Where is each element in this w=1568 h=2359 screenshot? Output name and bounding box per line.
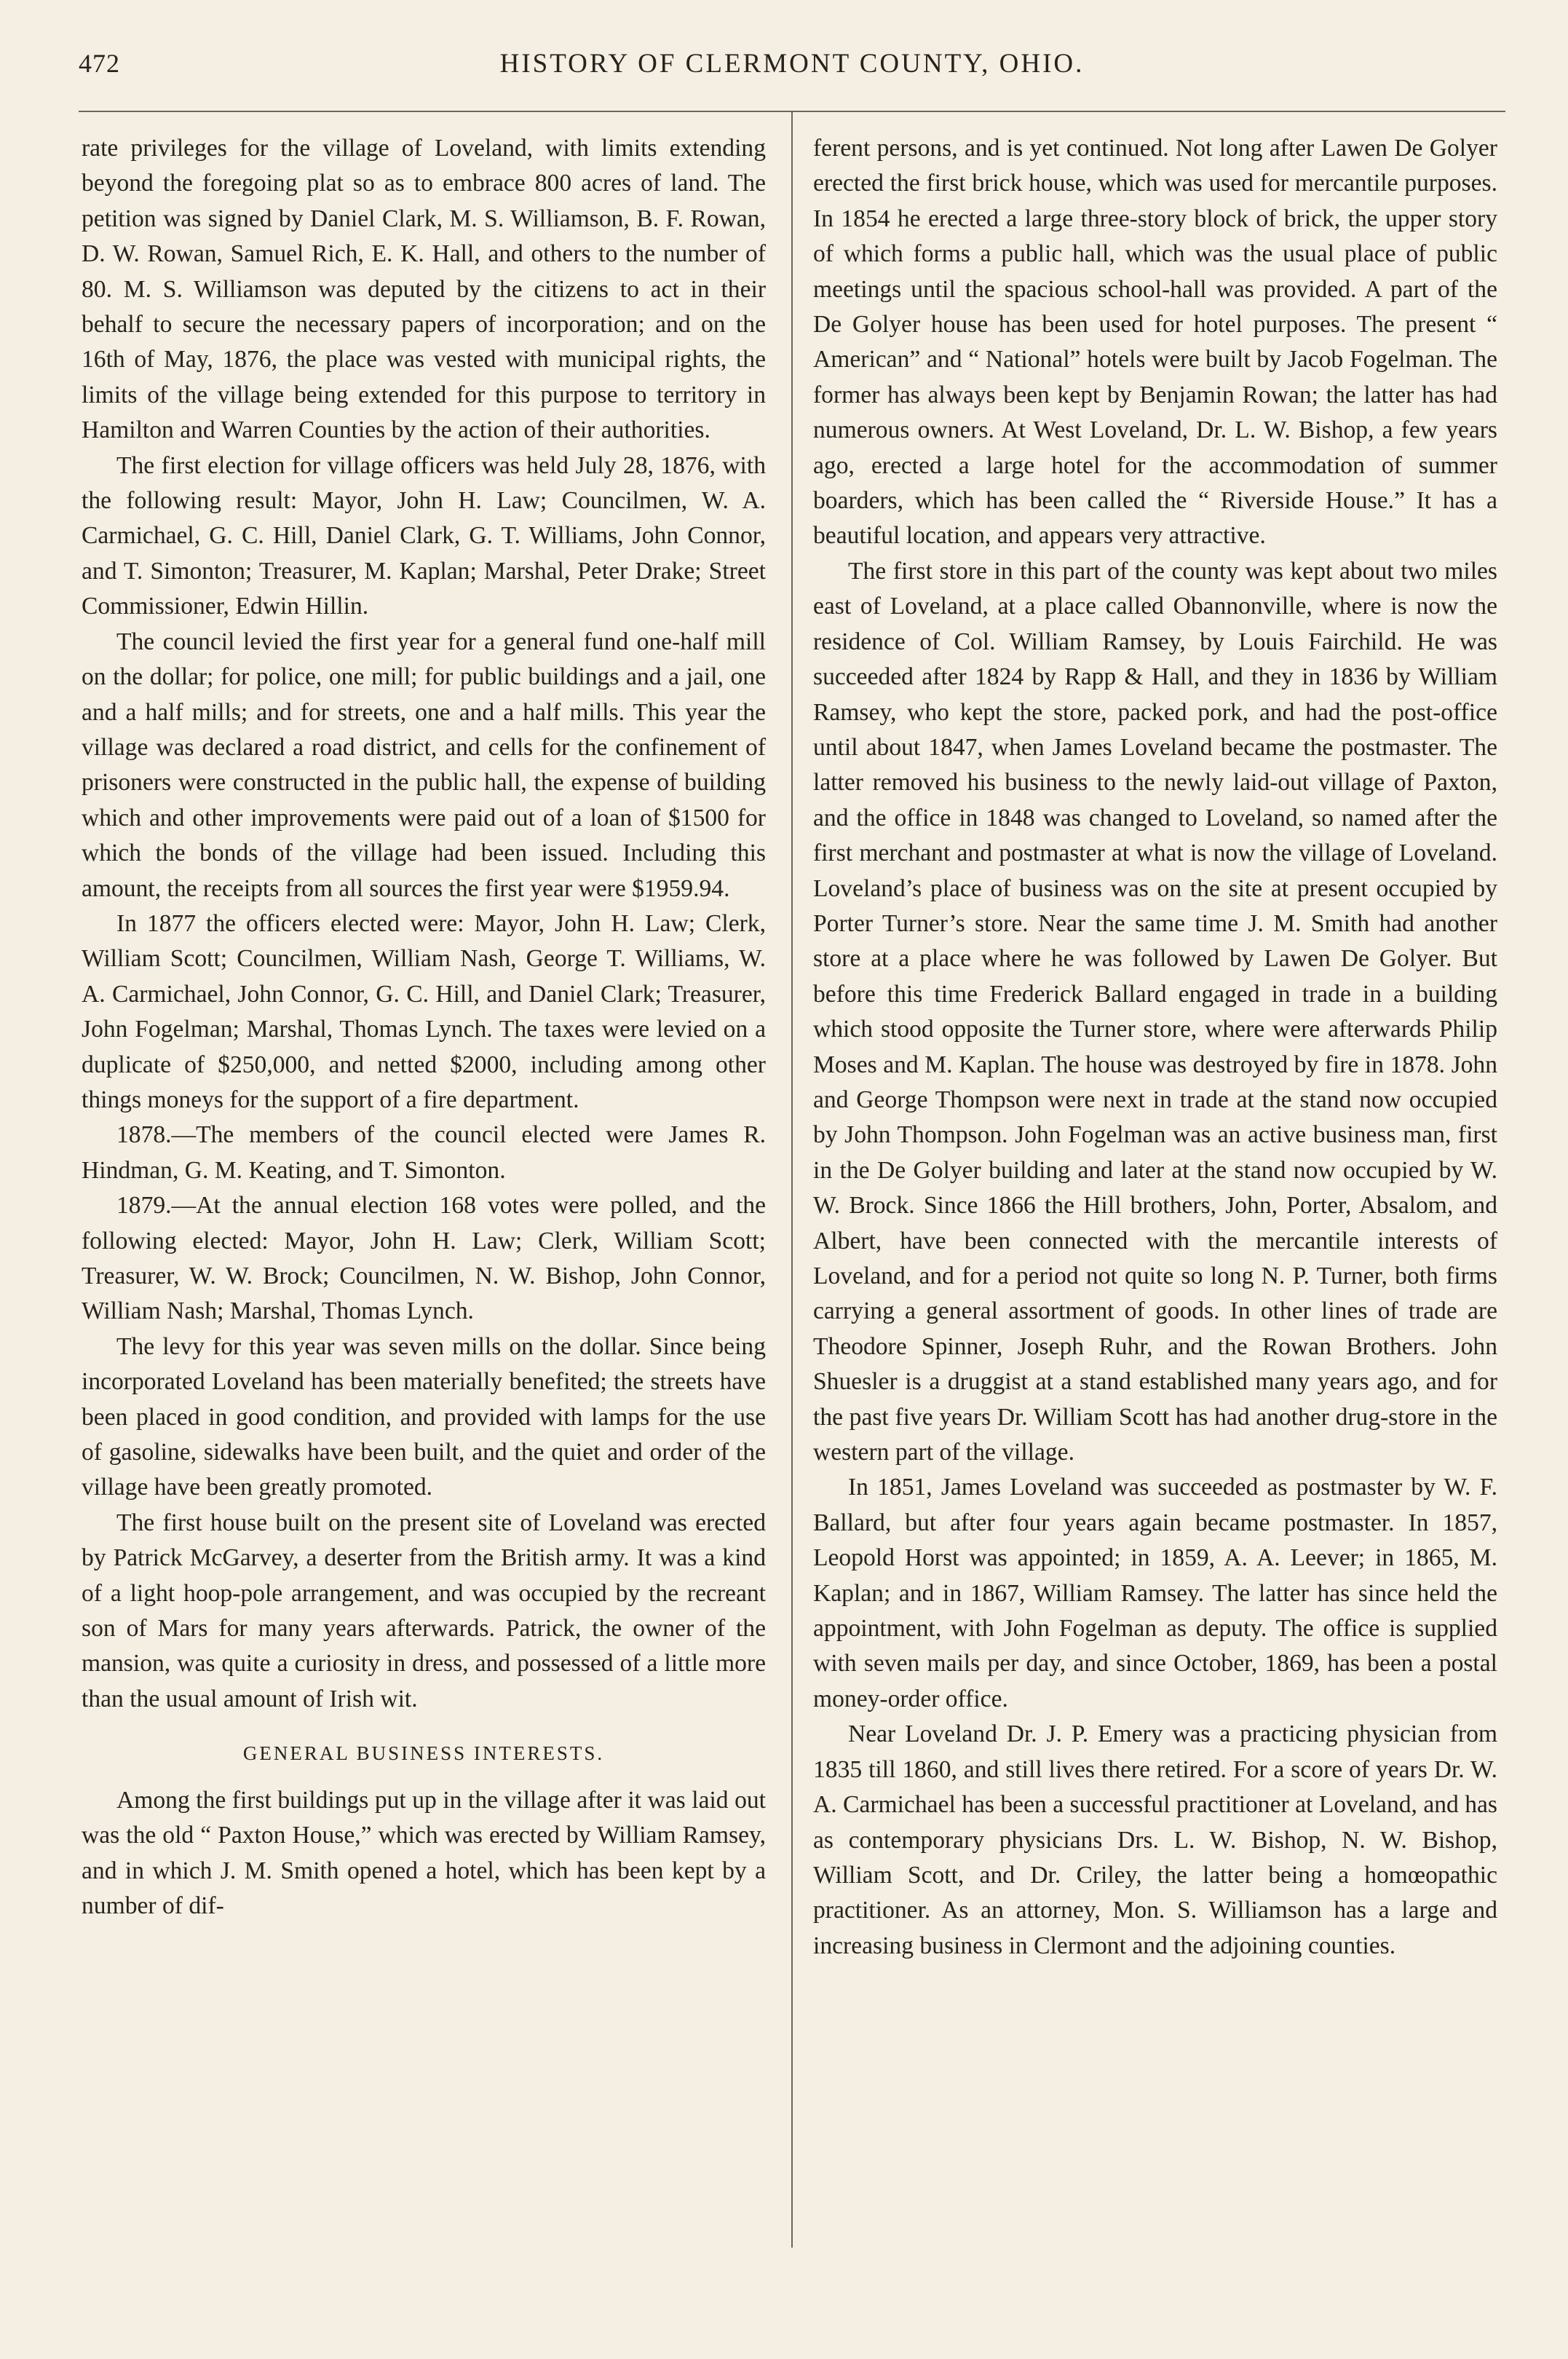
paragraph: 1878.—The members of the council elected were James R. Hindman, G. M. Keating, and T. Simonton. [82,1121,766,1184]
paragraph: The first house built on the present site of Loveland was erected by Patrick McGarvey, a deserter from the British army. It was a kind of a light hoop-pole arrangement, and was occupied by the recreant son of Mars for many years afterwards. Patrick, the owner of the mansion, was quite a curiosity in dress, and possessed of a little more than the usual amount of Irish wit. [82,1509,766,1712]
paragraph: Near Loveland Dr. J. P. Emery was a practicing physician from 1835 till 1860, and still lives there retired. For a score of years Dr. W. A. Carmichael has been a successful practitioner at Loveland, and has as contemporary physicians Drs. L. W. Bishop, N. W. Bishop, William Scott, and Dr. Criley, the latter being a homœopathic practitioner. As an attorney, Mon. S. Williamson has a large and increasing business in Clermont and the adjoining counties. [813,1720,1497,1959]
running-head: HISTORY OF CLERMONT COUNTY, OHIO. [499,49,1085,79]
page-number: 472 [79,49,120,78]
section-heading: GENERAL BUSINESS INTERESTS. [242,1742,605,1765]
paragraph: The first election for village officers was held July 28, 1876, with the following result: Mayor, John H. Law; Councilmen, W. A. Carmichael, G. C. Hill, Daniel Clark, G. T. Williams, John Connor, and T. Simonton; Treasurer, M. Kaplan; Marshal, Peter Drake; Street Commissioner, Edwin Hillin. [82,451,766,620]
paragraph: ferent persons, and is yet continued. Not long after Lawen De Golyer erected the first brick house, which was used for mercantile purposes. In 1854 he erected a large three-story block of brick, the upper story of which forms a public hall, which was the usual place of public meetings until the spacious school-hall was provided. A part of the De Golyer house has been used for hotel purposes. The present “ American” and “ National” hotels were built by Jacob Fogelman. The former has always been kept by Benjamin Rowan; the latter has had numerous owners. At West Loveland, Dr. L. W. Bishop, a few years ago, erected a large hotel for the accommodation of summer boarders, which has been called the “ Riverside House.” It has a beautiful location, and appears very attractive. [813,135,1497,550]
left-column [82,131,766,1924]
paragraph: In 1851, James Loveland was succeeded as postmaster by W. F. Ballard, but after four years again became postmaster. In 1857, Leopold Horst was appointed; in 1859, A. A. Leever; in 1865, M. Kaplan; and in 1867, William Ramsey. The latter has since held the appointment, with John Fogelman as deputy. The office is supplied with seven mails per day, and since October, 1869, has been a postal money-order office. [813,1474,1497,1712]
paragraph: 1879.—At the annual election 168 votes were polled, and the following elected: Mayor, John H. Law; Clerk, William Scott; Treasurer, W. W. Brock; Councilmen, N. W. Bishop, John Connor, William Nash; Marshal, Thomas Lynch. [82,1192,766,1325]
paragraph: rate privileges for the village of Loveland, with limits extending beyond the foregoing plat so as to embrace 800 acres of land. The petition was signed by Daniel Clark, M. S. Williamson, B. F. Rowan, D. W. Rowan, Samuel Rich, E. K. Hall, and others to the number of 80. M. S. Williamson was deputed by the citizens to act in their behalf to secure the necessary papers of incorporation; and on the 16th of May, 1876, the place was vested with municipal rights, the limits of the village being extended for this purpose to territory in Hamilton and Warren Counties by the action of their authorities. [82,135,766,444]
paragraph: Among the first buildings put up in the village after it was laid out was the old “ Paxton House,” which was erected by William Ramsey, and in which J. M. Smith opened a hotel, which has been kept by a number of dif- [82,1786,766,1919]
column-divider [791,111,793,2248]
paragraph: The levy for this year was seven mills on the dollar. Since being incorporated Loveland has been materially benefited; the streets have been placed in good condition, and provided with lamps for the use of gasoline, sidewalks have been built, and the quiet and order of the village have been greatly promoted. [82,1332,766,1501]
page-header [79,48,1505,92]
right-column [813,131,1497,1964]
paragraph: In 1877 the officers elected were: Mayor, John H. Law; Clerk, William Scott; Councilmen, William Nash, George T. Williams, W. A. Carmichael, John Connor, G. C. Hill, and Daniel Clark; Treasurer, John Fogelman; Marshal, Thomas Lynch. The taxes were levied on a duplicate of $250,000, and netted $2000, including among other things moneys for the support of a fire department. [82,909,766,1113]
paragraph: The first store in this part of the county was kept about two miles east of Loveland, at a place called Obannonville, where is now the residence of Col. William Ramsey, by Louis Fairchild. He was succeeded after 1824 by Rapp & Hall, and they in 1836 by William Ramsey, who kept the store, packed pork, and had the post-office until about 1847, when James Loveland became the postmaster. The latter removed his business to the newly laid-out village of Paxton, and the office in 1848 was changed to Loveland, so named after the first merchant and postmaster at what is now the village of Loveland. Loveland’s place of business was on the site at present occupied by Porter Turner’s store. Near the same time J. M. Smith had another store at a place where he was followed by Lawen De Golyer. But before this time Frederick Ballard engaged in trade in a building which stood opposite the Turner store, where were afterwards Philip Moses and M. Kaplan. The house was destroyed by fire in 1878. John and George Thompson were next in trade at the stand now occupied by John Thompson. John Fogelman was an active business man, first in the De Golyer building and later at the stand now occupied by W. W. Brock. Since 1866 the Hill brothers, John, Porter, Absalom, and Albert, have been connected with the mercantile interests of Loveland, and for a period not quite so long N. P. Turner, both firms carrying a general assortment of goods. In other lines of trade are Theodore Spinner, Joseph Ruhr, and the Rowan Brothers. John Shuesler is a druggist at a stand established many years ago, and for the past five years Dr. William Scott has had another drug-store in the western part of the village. [813,557,1497,1466]
paragraph: The council levied the first year for a general fund one-half mill on the dollar; for police, one mill; for public buildings and a jail, one and a half mills; and for streets, one and a half mills. This year the village was declared a road district, and cells for the confinement of prisoners were constructed in the public hall, the expense of building which and other improvements were paid out of a loan of $1500 for which the bonds of the village had been issued. Including this amount, the receipts from all sources the first year were $1959.94. [82,628,766,902]
